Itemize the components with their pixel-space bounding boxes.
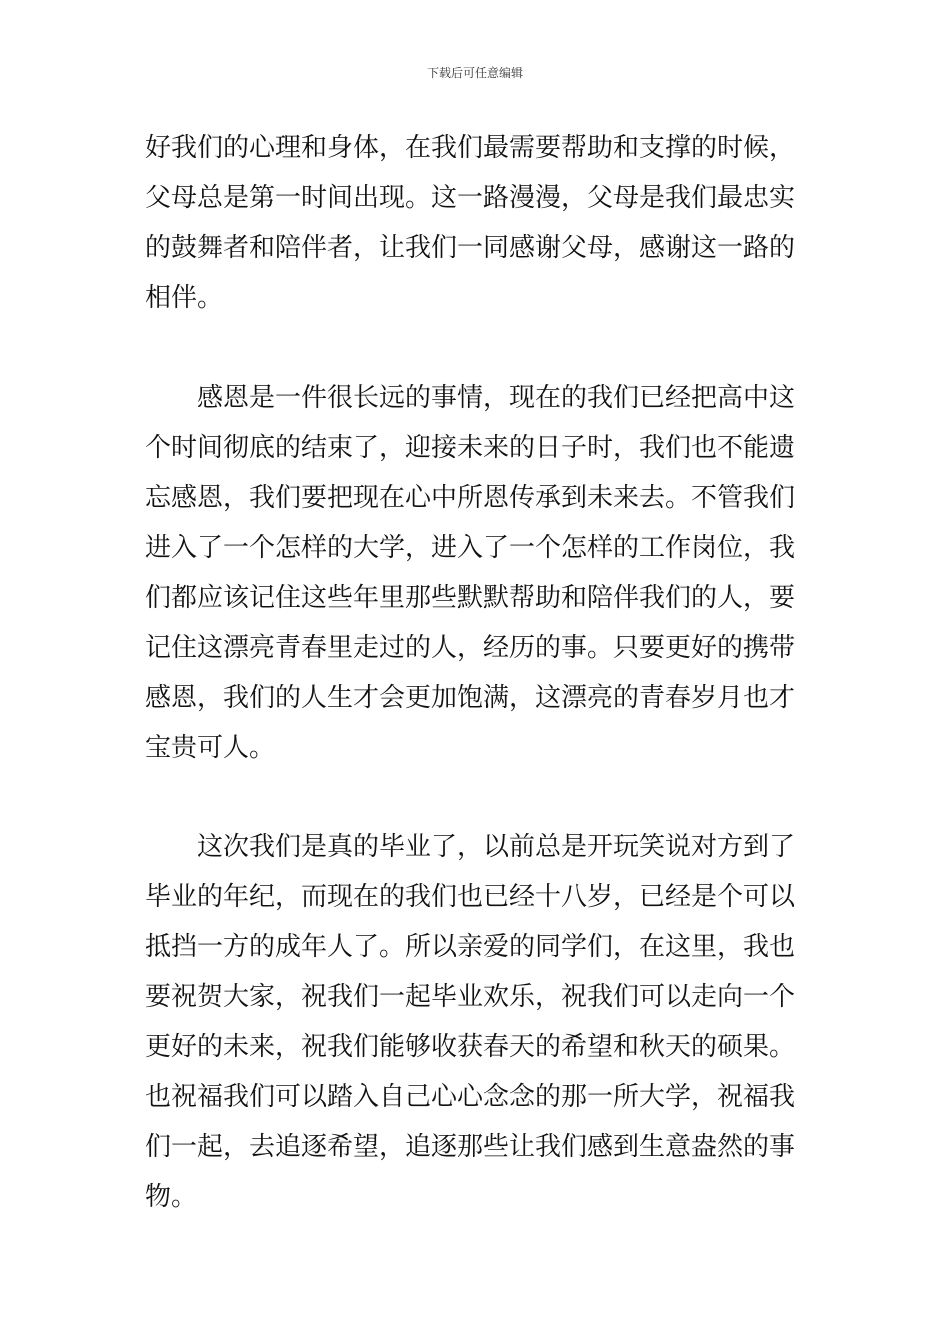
text-line: 感恩，我们的人生才会更加饱满，这漂亮的青春岁月也才 (145, 683, 796, 713)
text-line: 也祝福我们可以踏入自己心心念念的那一所大学，祝福我 (145, 1082, 796, 1112)
text-line: 更好的未来，祝我们能够收获春天的希望和秋天的硕果。 (145, 1032, 796, 1062)
text-line: 宝贵可人。 (145, 733, 276, 763)
text-line: 们一起，去追逐希望，追逐那些让我们感到生意盎然的事 (145, 1132, 796, 1162)
text-line: 个时间彻底的结束了，迎接未来的日子时，我们也不能遗 (145, 433, 796, 463)
text-line: 忘感恩，我们要把现在心中所恩传承到未来去。不管我们 (145, 483, 796, 513)
text-line: 进入了一个怎样的大学，进入了一个怎样的工作岗位，我 (145, 533, 796, 563)
text-line: 毕业的年纪，而现在的我们也已经十八岁，已经是个可以 (145, 882, 796, 912)
page-header: 下载后可任意编辑 (426, 66, 523, 80)
text-line: 物。 (145, 1182, 198, 1212)
text-line: 的鼓舞者和陪伴者，让我们一同感谢父母，感谢这一路的 (145, 233, 796, 263)
text-line: 父母总是第一时间出现。这一路漫漫，父母是我们最忠实 (145, 183, 796, 213)
text-line: 抵挡一方的成年人了。所以亲爱的同学们，在这里，我也 (145, 932, 796, 962)
text-line: 感恩是一件很长远的事情，现在的我们已经把高中这 (197, 383, 796, 413)
text-line: 记住这漂亮青春里走过的人，经历的事。只要更好的携带 (145, 633, 796, 663)
text-line: 这次我们是真的毕业了，以前总是开玩笑说对方到了 (197, 832, 796, 862)
text-line: 们都应该记住这些年里那些默默帮助和陪伴我们的人，要 (145, 583, 796, 613)
text-line: 好我们的心理和身体，在我们最需要帮助和支撑的时候， (145, 133, 796, 163)
text-line: 要祝贺大家，祝我们一起毕业欢乐，祝我们可以走向一个 (145, 982, 796, 1012)
text-line: 相伴。 (145, 283, 224, 313)
